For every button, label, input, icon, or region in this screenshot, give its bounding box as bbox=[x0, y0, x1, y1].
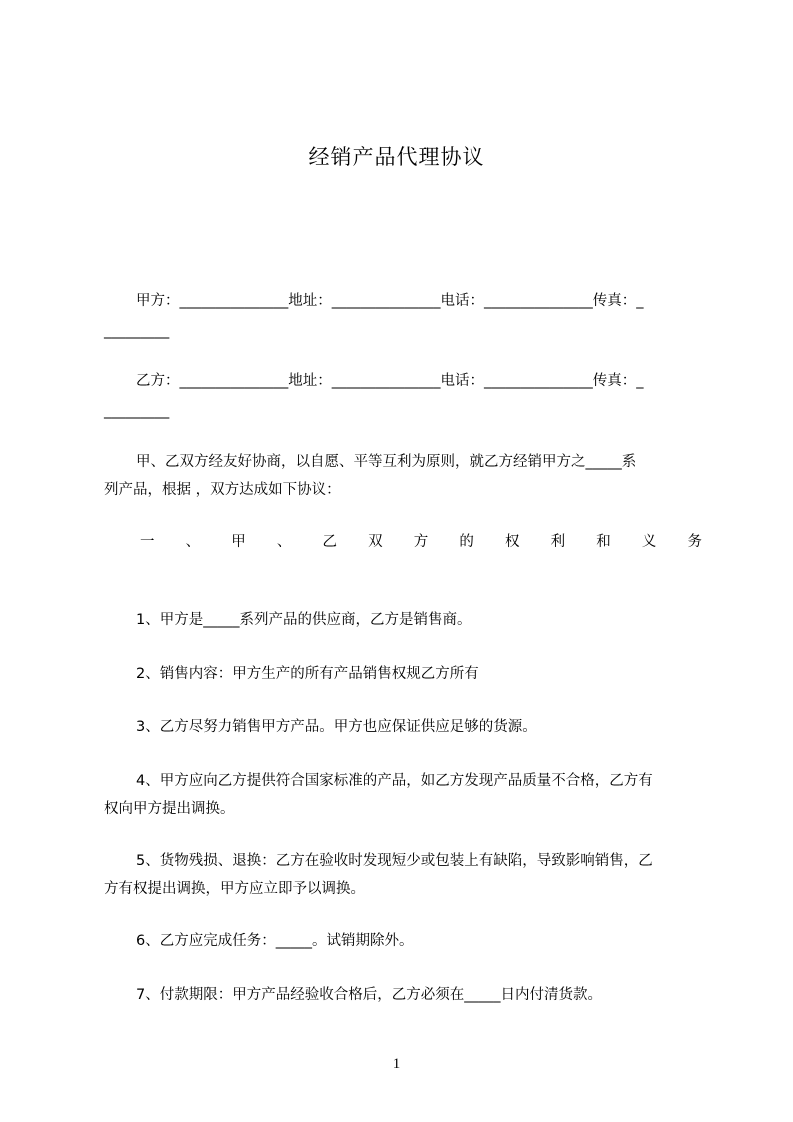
section-heading-char: 权 bbox=[505, 534, 520, 550]
section-heading-char: 乙 bbox=[322, 534, 337, 550]
clause-4-line-1: 4、甲方应向乙方提供符合国家标准的产品，如乙方发现产品质量不合格，乙方有 bbox=[136, 773, 653, 789]
intro-line-2: 列产品，根据 ，双方达成如下协议： bbox=[104, 482, 341, 498]
party-b-line-2: _________ bbox=[104, 403, 170, 419]
section-heading bbox=[140, 532, 702, 552]
clause-5-line-2: 方有权提出调换，甲方应立即予以调换。 bbox=[104, 881, 365, 897]
intro-line-1: 甲、乙双方经友好协商，以自愿、平等互利为原则，就乙方经销甲方之_____系 bbox=[136, 454, 637, 470]
clause-3: 3、乙方尽努力销售甲方产品。甲方也应保证供应足够的货源。 bbox=[136, 719, 537, 735]
clause-2: 2、销售内容：甲方生产的所有产品销售权规乙方所有 bbox=[136, 666, 479, 682]
clause-6: 6、乙方应完成任务：_____。试销期除外。 bbox=[136, 933, 414, 949]
clause-5-line-1: 5、货物残损、退换：乙方在验收时发现短少或包装上有缺陷，导致影响销售，乙 bbox=[136, 853, 653, 869]
clause-7: 7、付款期限：甲方产品经验收合格后，乙方必须在_____日内付清货款。 bbox=[136, 987, 602, 1003]
clause-4-line-2: 权向甲方提出调换。 bbox=[104, 801, 235, 817]
section-heading-char: 、 bbox=[185, 534, 201, 550]
document-title: 经销产品代理协议 bbox=[308, 145, 485, 169]
section-heading-char: 双 bbox=[368, 534, 383, 550]
party-a-line-2: _________ bbox=[104, 323, 170, 339]
section-heading-char: 和 bbox=[596, 534, 611, 550]
section-heading-char: 方 bbox=[413, 534, 429, 550]
clause-1: 1、甲方是_____系列产品的供应商，乙方是销售商。 bbox=[136, 612, 472, 628]
section-heading-char: 利 bbox=[550, 534, 566, 550]
party-b-line-1: 乙方：_______________地址：_______________电话：_______________传真：_ bbox=[136, 373, 644, 389]
section-heading-char: 义 bbox=[641, 534, 657, 550]
page-number: 1 bbox=[392, 1056, 401, 1072]
section-heading-char: 甲 bbox=[231, 534, 246, 550]
section-heading-char: 务 bbox=[687, 534, 702, 550]
section-heading-char: 的 bbox=[459, 534, 474, 550]
section-heading-char: 一 bbox=[140, 534, 155, 550]
section-heading-char: 、 bbox=[276, 534, 292, 550]
party-a-line-1: 甲方：_______________地址：_______________电话：_______________传真：_ bbox=[136, 293, 644, 309]
